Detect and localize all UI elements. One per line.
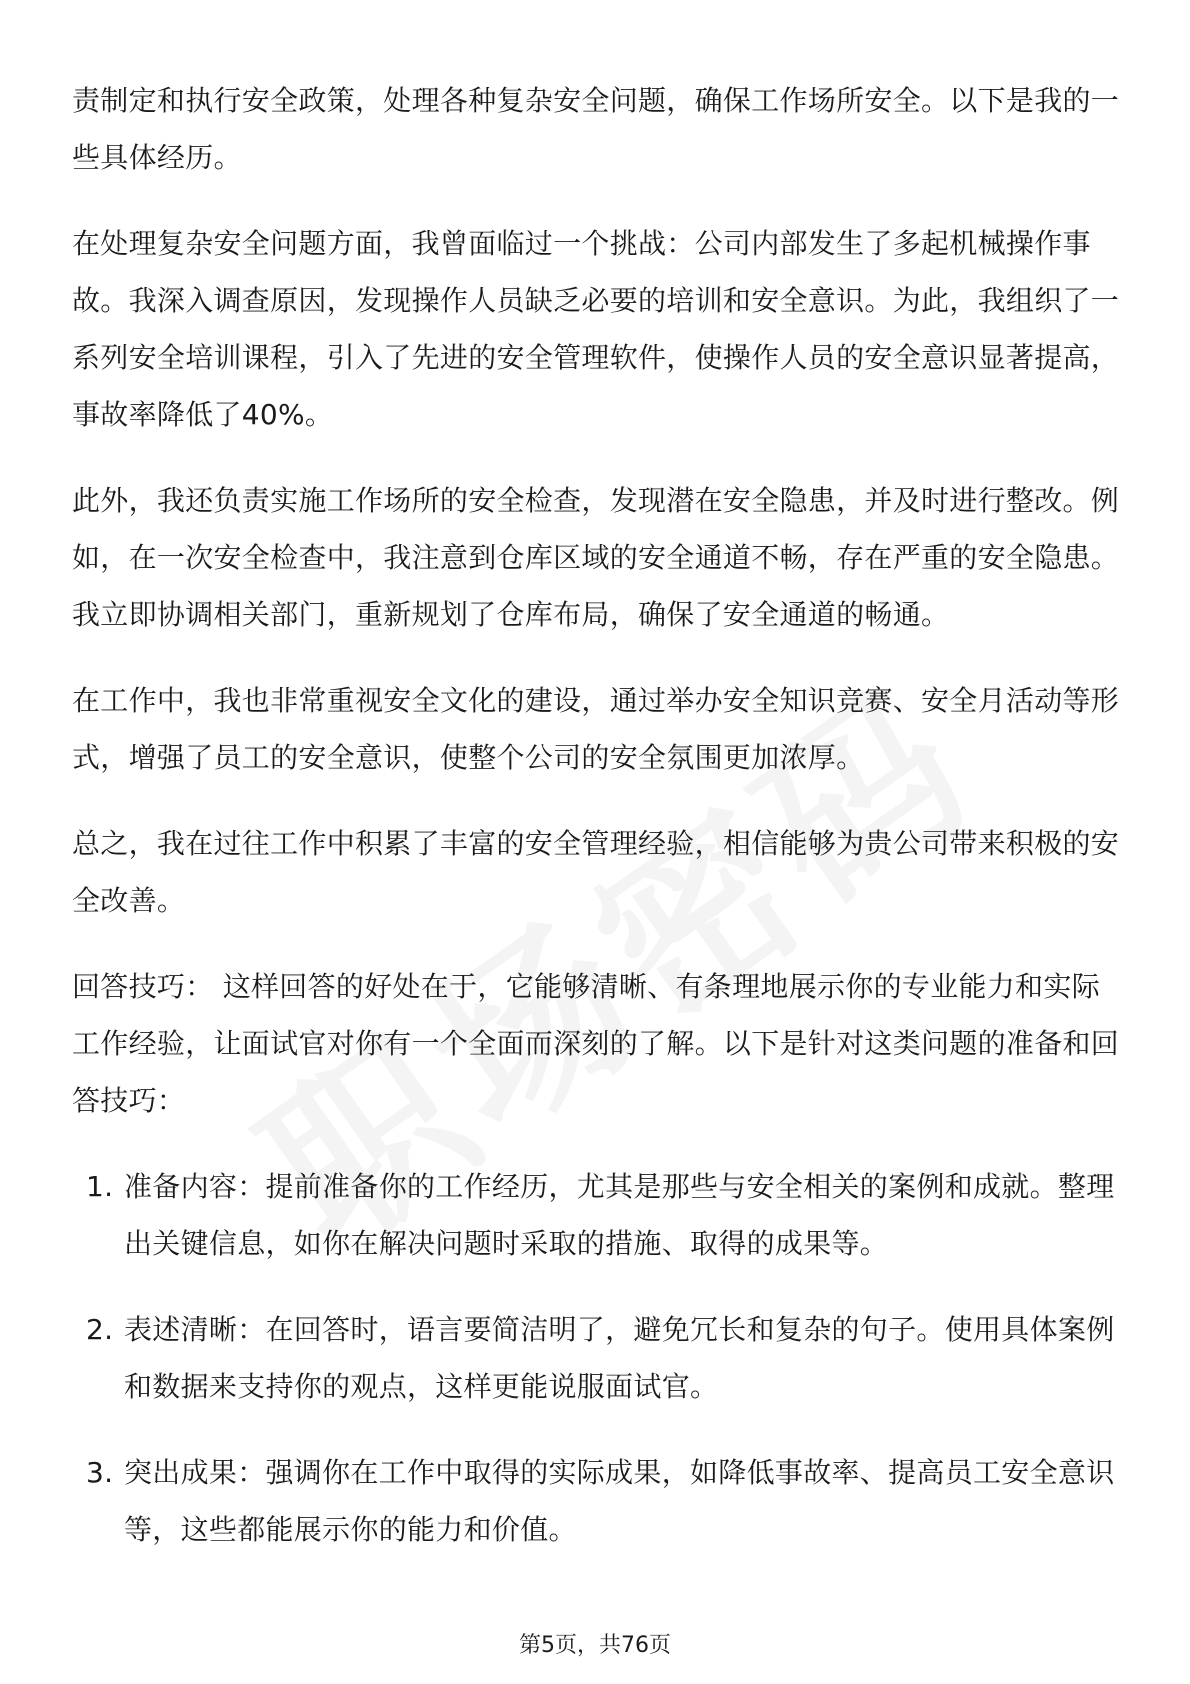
list-item-text: 突出成果：强调你在工作中取得的实际成果，如降低事故率、提高员工安全意识等，这些都能展示你的能力和价值。 [124,1456,1115,1546]
answer-tips-paragraph: 回答技巧： 这样回答的好处在于，它能够清晰、有条理地展示你的专业能力和实际工作经验，让面试官对你有一个全面而深刻的了解。以下是针对这类问题的准备和回答技巧： [72,970,1120,1117]
paragraph: 此外，我还负责实施工作场所的安全检查，发现潜在安全隐患，并及时进行整改。例如，在一次安全检查中，我注意到仓库区域的安全通道不畅，存在严重的安全隐患。我立即协调相关部门，重新规划了仓库布局，确保了安全通道的畅通。 [72,484,1120,631]
list-item [72,1158,1122,1272]
paragraph: 责制定和执行安全政策，处理各种复杂安全问题，确保工作场所安全。以下是我的一些具体经历。 [72,84,1120,174]
paragraph: 在工作中，我也非常重视安全文化的建设，通过举办安全知识竞赛、安全月活动等形式，增强了员工的安全意识，使整个公司的安全氛围更加浓厚。 [72,684,1120,774]
page-number-footer: 第5页，共76页 [519,1633,671,1658]
list-number: 2. [86,1313,114,1346]
paragraph: 总之，我在过往工作中积累了丰富的安全管理经验，相信能够为贵公司带来积极的安全改善。 [72,827,1120,917]
tips-list [72,1158,1122,1558]
list-item-text: 表述清晰：在回答时，语言要简洁明了，避免冗长和复杂的句子。使用具体案例和数据来支持你的观点，这样更能说服面试官。 [124,1313,1115,1403]
list-item [72,1301,1122,1415]
list-item-text: 准备内容：提前准备你的工作经历，尤其是那些与安全相关的案例和成就。整理出关键信息，如你在解决问题时采取的措施、取得的成果等。 [124,1170,1115,1260]
list-item [72,1444,1122,1558]
document-body [72,72,1122,1587]
list-number: 3. [86,1456,114,1489]
paragraph: 在处理复杂安全问题方面，我曾面临过一个挑战：公司内部发生了多起机械操作事故。我深入调查原因，发现操作人员缺乏必要的培训和安全意识。为此，我组织了一系列安全培训课程，引入了先进的安全管理软件，使操作人员的安全意识显著提高，事故率降低了40%。 [72,227,1120,431]
list-number: 1. [86,1170,114,1203]
